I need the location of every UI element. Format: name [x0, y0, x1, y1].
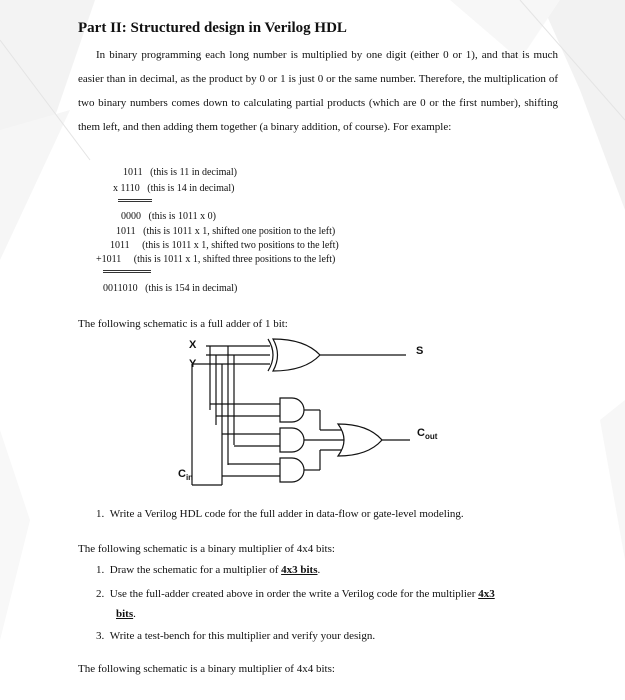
list-item-3-num: 3.	[96, 630, 105, 642]
example-multiplicand: 1011 (this is 11 in decimal)	[123, 167, 237, 178]
example-rule-2	[103, 270, 151, 273]
and-gate-3	[280, 458, 304, 482]
list-item-2-cont-emph: bits	[116, 608, 134, 620]
carry-out-main: C	[417, 427, 425, 439]
multiplier-caption-2: The following schematic is a binary multiplier of 4x4 bits:	[78, 663, 335, 675]
list-item-2-text: Use the full-adder created above in order the write a Verilog code for the multiplier	[109, 588, 479, 600]
list-item-3-text: Write a test-bench for this multiplier and verify your design.	[109, 630, 376, 642]
carry-out-label	[417, 427, 437, 441]
multiplier-caption: The following schematic is a binary multiplier of 4x4 bits:	[78, 543, 335, 555]
input-x-label: X	[189, 339, 197, 351]
list-item-2	[96, 588, 495, 600]
page-title: Part II: Structured design in Verilog HDL	[78, 20, 347, 36]
and-gate-2	[280, 428, 304, 452]
list-item-1-emph: 4x3 bits	[281, 564, 318, 576]
list-item-1-num: 1.	[96, 564, 105, 576]
list-item-2-num: 2.	[96, 588, 105, 600]
carry-in-main: C	[178, 468, 186, 480]
task-1-num: 1.	[96, 508, 105, 520]
task-1	[96, 508, 464, 520]
intro-text: In binary programming each long number is multiplied by one digit (either 0 or 1), and that is much easier than in decimal, as the product by 0 or 1 is just 0 or the same number. Therefore, the multiplication of two binary numbers comes down to calculating partial products (which are 0 or the first number), shifting them left, and then adding them together (a binary addition, of course). For example:	[78, 49, 558, 133]
intro-paragraph	[78, 43, 558, 139]
example-partial-3: 1011 (this is 1011 x 1, shifted two positions to the left)	[110, 240, 339, 251]
sum-output-label: S	[416, 345, 424, 357]
list-item-1-post: .	[317, 564, 321, 576]
carry-out-sub: out	[424, 432, 438, 442]
example-rule-1	[118, 199, 152, 202]
full-adder-caption: The following schematic is a full adder of 1 bit:	[78, 318, 288, 330]
task-1-text: Write a Verilog HDL code for the full adder in data-flow or gate-level modeling.	[109, 508, 464, 520]
example-partial-2: 1011 (this is 1011 x 1, shifted one position to the left)	[116, 226, 336, 237]
list-item-3	[96, 630, 375, 642]
full-adder-schematic	[170, 335, 420, 490]
xor-gate	[273, 339, 320, 371]
example-partial-1: 0000 (this is 1011 x 0)	[121, 211, 216, 222]
input-y-label: Y	[189, 358, 197, 370]
example-multiplier: x 1110 (this is 14 in decimal)	[113, 183, 235, 194]
list-item-2-emph: 4x3	[478, 588, 495, 600]
list-item-2-cont	[116, 608, 136, 620]
or-gate	[338, 424, 382, 456]
list-item-1-text: Draw the schematic for a multiplier of	[109, 564, 282, 576]
example-partial-4: +1011 (this is 1011 x 1, shifted three positions to the left)	[96, 254, 336, 265]
list-item-1	[96, 564, 320, 576]
example-result: 0011010 (this is 154 in decimal)	[103, 283, 238, 294]
list-item-2-cont-post: .	[133, 608, 136, 620]
carry-in-sub: in	[185, 473, 194, 483]
and-gate-1	[280, 398, 304, 422]
